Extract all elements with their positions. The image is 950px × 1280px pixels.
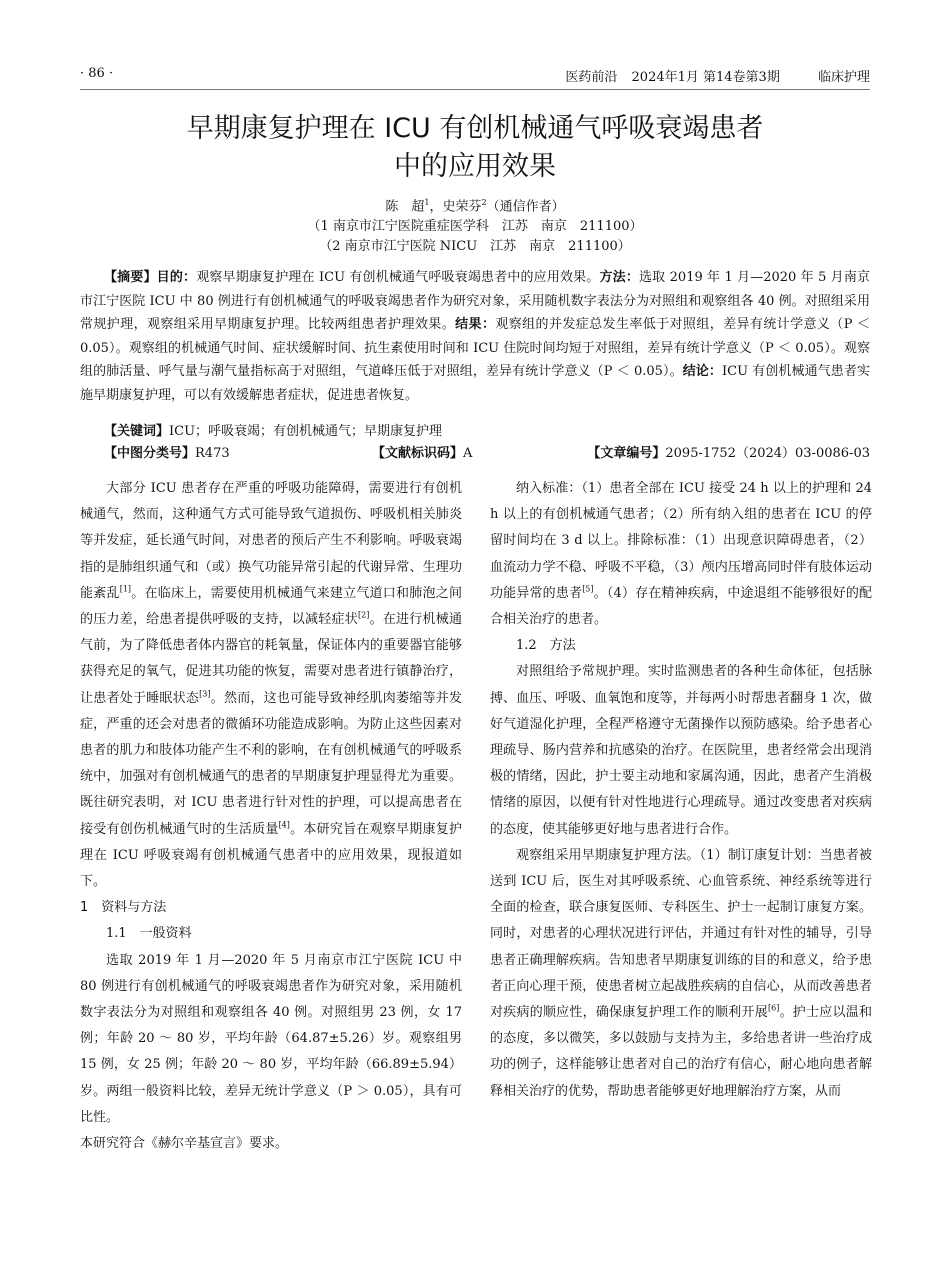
- citation-3: [3]: [199, 689, 211, 699]
- citation-6: [6]: [767, 1003, 780, 1013]
- author-2: 史荣芬: [442, 199, 482, 215]
- observation-text-a: 观察组采用早期康复护理方法。（1）制订康复计划：当患者被送到 ICU 后，医生对其呼吸系统、心血管系统、神经系统等进行全面的检查，联合康复医师、专科医生、护士一起制订康复方案。同时，对患者的心理状况进行评估，并通过有针对性的辅导，引导患者正确理解疾病。告知患者早期康复训练的目的和意义，给予患者正向心理干预，使患者树立起战胜疾病的自信心，从而改善患者对疾病的顺应性，确保康复护理工作的顺利开展: [490, 847, 872, 1021]
- article-number: [587, 442, 870, 465]
- journal-section: 临床护理: [817, 70, 870, 85]
- running-header: [80, 66, 870, 85]
- subsection-heading-1-1: 1.1 一般资料: [106, 926, 192, 942]
- article-label: 【文章编号】: [587, 446, 666, 461]
- doc-value: A: [463, 446, 473, 461]
- page-number: · 86 ·: [80, 66, 114, 81]
- intro-text-a: 大部分 ICU 患者存在严重的呼吸功能障碍，需要进行有创机械通气，然而，这种通气方式可能导致气道损伤、呼吸机相关肺炎等并发症，延长通气时间，对患者的预后产生不利影响。呼吸衰竭指的是肺组织通气和（或）换气功能异常引起的代谢异常、生理功能紊乱: [80, 481, 462, 601]
- method-label: 方法：: [599, 270, 640, 285]
- right-column: [490, 476, 872, 1105]
- criteria-text-b: 。（4）存在精神疾病，中途退组不能够很好的配合相关治疗的患者。: [490, 585, 872, 628]
- method-text: 选取 2019 年 1 月—2020 年 5 月南京市江宁医院 ICU 中 80 例进行有创机械通气的呼吸衰竭患者作为研究对象，采用随机数字表法分为对照组和观察组各 40 例。对照组采用常规护理，观察组采用早期康复护理。比较两组患者护理效果。: [80, 270, 870, 332]
- intro-text-b: 。在临床上，需要使用机械通气来建立气道口和肺泡之间的压力差，给患者提供呼吸的支持，以减轻症状: [80, 585, 462, 628]
- criteria-paragraph: [490, 476, 872, 633]
- keywords: [104, 420, 870, 443]
- general-data-paragraph: 选取 2019 年 1 月—2020 年 5 月南京市江宁医院 ICU 中 80 例进行有创机械通气的呼吸衰竭患者作为研究对象，采用随机数字表法分为对照组和观察组各 40 例。对照组男 23 例，女 17 例；年龄 20 ～ 80 岁，平均年龄（64.87±5.26）岁。观察组男 15 例，女 25 例；年龄 20 ～ 80 岁，平均年龄（66.89±5.94）岁。两组一般资料比较，差异无统计学意义（P ＞ 0.05），具有可比性。: [80, 952, 462, 1125]
- observation-text-b: 。护士应以温和的态度，多以微笑，多以鼓励与支持为主，多给患者讲一些治疗成功的例子，这样能够让患者对自己的治疗有信心，耐心地向患者解释相关治疗的优势，帮助患者能够更好地理解治疗方案，从而: [490, 1005, 872, 1099]
- section-heading-1: 1 资料与方法: [80, 900, 167, 916]
- journal-info: [555, 66, 870, 85]
- journal-page: [80, 0, 870, 1280]
- author-1: 陈 超: [385, 199, 425, 215]
- intro-text-e: 。本研究旨在观察早期康复护理在 ICU 呼吸衰竭有创机械通气患者中的应用效果，现报道如下。: [80, 821, 462, 890]
- doc-label: 【文献标识码】: [372, 446, 464, 461]
- clc-code: [104, 446, 230, 461]
- intro-text-d: 。然而，这也可能导致神经肌肉萎缩等并发症，严重的还会对患者的微循环功能造成影响。为防止这些因素对患者的肌力和肢体功能产生不利的影响，在有创机械通气的呼吸系统中，加强对有创机械通气的患者的早期康复护理显得尤为重要。既往研究表明，对 ICU 患者进行针对性的护理，可以提高患者在接受有创伤机械通气时的生活质量: [80, 690, 462, 837]
- citation-4: [4]: [278, 820, 290, 830]
- result-label: 结果：: [455, 317, 496, 332]
- header-rule: [80, 89, 870, 90]
- observation-group-paragraph: [490, 843, 872, 1105]
- affiliation-2: （2 南京市江宁医院 NICU 江苏 南京 211100）: [319, 239, 631, 255]
- conclusion-text: ICU 有创机械通气患者实施早期康复护理，可以有效缓解患者症状，促进患者恢复。: [80, 364, 870, 403]
- title-line-1: 早期康复护理在 ICU 有创机械通气呼吸衰竭患者: [186, 113, 764, 144]
- author-separator: ，: [429, 199, 443, 215]
- ethics-paragraph: 本研究符合《赫尔辛基宣言》要求。: [80, 1136, 289, 1152]
- intro-paragraph: [80, 476, 462, 895]
- citation-1: [1]: [119, 584, 132, 594]
- left-column: [80, 476, 462, 1157]
- corresponding-note: （通信作者）: [486, 199, 565, 215]
- objective-text: 观察早期康复护理在 ICU 有创机械通气呼吸衰竭患者中的应用效果。: [196, 270, 600, 285]
- result-text: 观察组的并发症总发生率低于对照组，差异有统计学意义（P ＜ 0.05）。观察组的机械通气时间、症状缓解时间、抗生素使用时间和 ICU 住院时间均短于对照组，差异有统计学意义（P ＜ 0.05）。观察组的肺活量、呼气量与潮气量指标高于对照组，气道峰压低于对照组，差异有统计学意义（P ＜ 0.05）。: [80, 317, 870, 379]
- journal-issue: 2024年1月 第14卷第3期: [631, 70, 780, 85]
- citation-5: [5]: [582, 584, 594, 594]
- keywords-text: ICU；呼吸衰竭；有创机械通气；早期康复护理: [169, 424, 443, 439]
- author-line: [80, 193, 870, 217]
- control-group-paragraph: 对照组给予常规护理。实时监测患者的各种生命体征，包括脉搏、血压、呼吸、血氧饱和度等，并每两小时帮患者翻身 1 次，做好气道湿化护理，全程严格遵守无菌操作以预防感染。给予患者心理疏导、肠内营养和抗感染的治疗。在医院里，患者经常会出现消极的情绪，因此，护士要主动地和家属沟通，因此，患者产生消极情绪的原因，以便有针对性地进行心理疏导。通过改变患者对疾病的态度，使其能够更好地与患者进行合作。: [490, 664, 872, 837]
- intro-text-c: 。在进行机械通气前，为了降低患者体内器官的耗氧量，保证体内的重要器官能够获得充足的氧气，促进其功能的恢复，需要对患者进行镇静治疗，让患者处于睡眠状态: [80, 612, 462, 706]
- journal-name: 医药前沿: [565, 70, 618, 85]
- subsection-heading-1-2: 1.2 方法: [516, 638, 576, 654]
- keywords-label: 【关键词】: [104, 424, 170, 439]
- article-value: 2095-1752（2024）03-0086-03: [665, 446, 870, 461]
- abstract: [80, 266, 870, 407]
- affiliation-1: （1 南京市江宁医院重症医学科 江苏 南京 211100）: [307, 219, 643, 235]
- clc-label: 【中图分类号】: [104, 446, 196, 461]
- title-line-2: 中的应用效果: [394, 151, 556, 182]
- article-title: [80, 110, 870, 186]
- doc-code: [372, 442, 472, 465]
- author-block: [80, 193, 870, 257]
- abstract-label: 【摘要】: [104, 270, 157, 285]
- author-1-sup: 1: [424, 198, 430, 207]
- classification-line: [104, 442, 870, 465]
- author-2-sup: 2: [481, 198, 487, 207]
- objective-label: 目的：: [156, 270, 197, 285]
- criteria-text-a: 纳入标准：（1）患者全部在 ICU 接受 24 h 以上的护理和 24 h 以上的有创机械通气患者；（2）所有纳入组的患者在 ICU 的停留时间均在 3 d 以上。排除标准：（1）出现意识障碍患者，（2）血流动力学不稳、呼吸不平稳，（3）颅内压增高同时伴有肢体运动功能异常的患者: [490, 481, 872, 601]
- citation-2: [2]: [357, 610, 370, 620]
- clc-value: R473: [195, 446, 230, 461]
- conclusion-label: 结论：: [682, 364, 722, 379]
